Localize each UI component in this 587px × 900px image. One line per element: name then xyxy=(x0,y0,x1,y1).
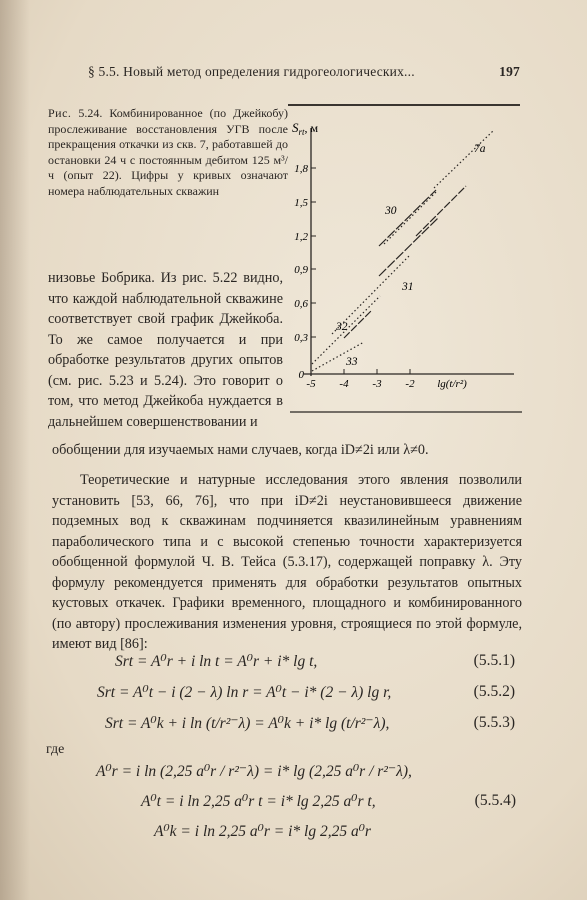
y-tick-label: 0 xyxy=(298,369,304,381)
x-axis-label: lg(t/r²) xyxy=(437,378,467,390)
x-tick-label: -5 xyxy=(306,378,316,390)
definition: A⁰k = i ln 2,25 a⁰r = i* lg 2,25 a⁰r xyxy=(154,823,371,840)
y-tick-label: 1,2 xyxy=(294,231,308,243)
figure-caption xyxy=(48,106,288,199)
curve-31-dashed xyxy=(379,218,438,276)
curve-30-dashed xyxy=(379,190,436,246)
curve-32-dashed xyxy=(344,310,372,338)
x-tick-label: -3 xyxy=(372,378,382,390)
definition: A⁰t = i ln 2,25 a⁰r t = i* lg 2,25 a⁰r t, (5.5.4) xyxy=(141,792,516,810)
equation: Srt = A⁰r + i ln t = A⁰r + i* lg t, (5.5.1) xyxy=(115,652,515,670)
x-tick-label: -2 xyxy=(405,378,415,390)
body-paragraph: Теоретические и натурные исследования этого явления позволили установить [53, 66, 76], что при iD≠2i неустановившееся движение подземных вод к скважинам подчиняется квазилинейным уравнениям параболического типа и с высокой степенью точности характеризуется обобщенной формулой Ч. В. Тейса (5.3.17), содержащей поправку λ. Эту формулу рекомендуется применять для обработки результатов опытных кустовых откачек. Графики временного, площадного и комбинированного (по автору) прослеживания изменения уровня, строящиеся по этой формуле, имеют вид [86]: xyxy=(52,472,522,652)
body-text-wrapped: низовье Бобрика. Из рис. 5.22 видно, что каждой наблюдательной скважине соответствует свой график Джейкоба. То же самое получается и при обработке результатов других опытов (см. рис. 5.23 и 5.24). Это говорит о том, что метод Джейкоба нуждается в дальнейшем совершенствовании и xyxy=(48,270,283,430)
caption-text: Комбинированное (по Джейкобу) прослеживание восстановления УГВ после прекращения откачки из скв. 7, работавшей до остановки 24 ч с постоянным дебитом 125 м³/ч (опыт 22). Цифры у кривых означают номера наблюдательных скважин xyxy=(48,106,288,198)
caption-number: 5.24. xyxy=(78,106,103,120)
definitions-block xyxy=(96,762,516,862)
y-tick-label: 1,8 xyxy=(294,163,308,175)
y-tick-label: 0,6 xyxy=(294,298,308,310)
curve-label: 7а xyxy=(474,143,486,155)
page-number: 197 xyxy=(499,64,520,79)
curve-label: 31 xyxy=(402,281,414,293)
equation: Srt = A⁰t − i (2 − λ) ln r = A⁰t − i* (2 − λ) lg r, (5.5.2) xyxy=(97,683,515,701)
header-section-title: § 5.5. Новый метод определения гидрогеологических... xyxy=(88,64,415,79)
curve-label: 30 xyxy=(385,205,397,217)
recovery-plot xyxy=(284,106,524,418)
binding-shadow xyxy=(0,0,30,900)
equation: Srt = A⁰k + i ln (t/r²⁻λ) = A⁰k + i* lg (t/r²⁻λ), (5.5.3) xyxy=(105,714,515,732)
curve-label: 32 xyxy=(336,321,348,333)
definition: A⁰r = i ln (2,25 a⁰r / r²⁻λ) = i* lg (2,25 a⁰r / r²⁻λ), xyxy=(96,763,412,780)
caption-label: Рис. xyxy=(48,106,72,120)
running-header xyxy=(88,64,520,80)
y-tick-label: 0,3 xyxy=(294,332,308,344)
curve-30-dotted xyxy=(384,192,436,244)
body-text-continuation: обобщении для изучаемых нами случаев, когда iD≠2i или λ≠0. xyxy=(52,442,429,458)
y-tick-label: 1,5 xyxy=(294,197,308,209)
curve-7a-dashed xyxy=(416,186,466,236)
curve-7a-dotted xyxy=(434,130,494,188)
y-axis-label: $S_{rt}$, м xyxy=(292,120,319,137)
where-label: где xyxy=(46,742,65,757)
curve-label: 33 xyxy=(346,356,358,368)
y-tick-label: 0,9 xyxy=(294,264,308,276)
x-tick-label: -4 xyxy=(339,378,349,390)
